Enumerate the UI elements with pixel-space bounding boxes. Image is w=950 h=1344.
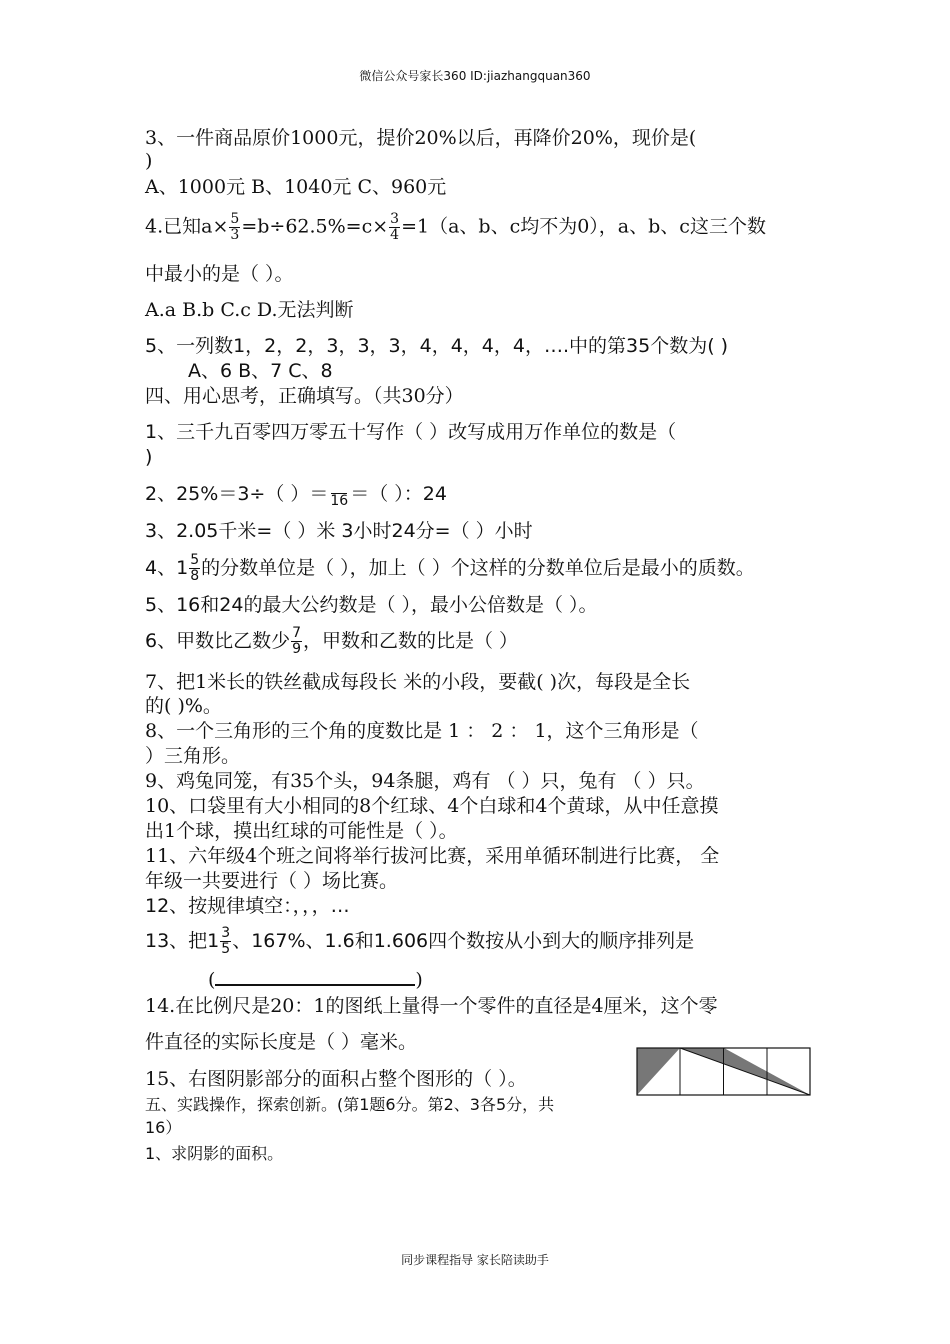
s4-q11-line2: 年级一共要进行（ ）场比赛。 <box>145 870 399 892</box>
fraction-5-3: $\frac{5}{3}$ <box>230 211 240 243</box>
section-5-title-line2: 16） <box>145 1118 182 1137</box>
s4-q1-line2: ) <box>145 446 153 468</box>
s4-q13-line1: 13、把1 $\frac{3}{5}$ 、167%、1.6和1.606四个数按从小到大的顺序排列是 <box>145 925 695 957</box>
section-4-title: 四、用心思考，正确填写。（共30分） <box>145 385 464 407</box>
answer-blank[interactable] <box>215 966 415 986</box>
s4-q9: 9、鸡兔同笼，有35个头，94条腿，鸡有 （ ）只，兔有 （ ）只。 <box>145 770 705 792</box>
s4-q8-line1: 8、一个三角形的三个角的度数比是 1 ： 2 ： 1，这个三角形是（ <box>145 720 699 742</box>
s4-q6: 6、甲数比乙数少 $\frac{7}{9}$ ，甲数和乙数的比是（ ） <box>145 625 519 657</box>
s4-q8-line2: ）三角形。 <box>145 745 241 767</box>
shaded-triangle-left <box>637 1048 680 1095</box>
s4-q10-line1: 10、口袋里有大小相同的8个红球、4个白球和4个黄球，从中任意摸 <box>145 795 719 817</box>
s4-q14-line2: 件直径的实际长度是（ ）毫米。 <box>145 1031 418 1053</box>
s4-q3: 3、2.05千米=（ ）米 3小时24分=（ ）小时 <box>145 520 533 542</box>
q4-line1: 4.已知a× $\frac{5}{3}$ =b÷62.5%=c× $\frac{3}{4}$ =1（a、b、c均不为0），a、b、c这三个数 <box>145 211 766 243</box>
fraction-5-8: $\frac{5}{8}$ <box>190 552 200 584</box>
s4-q13-answer-line: ( ) <box>208 966 423 992</box>
diagonal-line <box>680 1048 810 1095</box>
fraction-blank-16: 16 <box>329 480 349 509</box>
page-header: 微信公众号家长360 ID:jiazhangquan360 <box>359 69 591 83</box>
s4-q7-line1: 7、把1米长的铁丝截成每段长 米的小段，要截( )次，每段是全长 <box>145 671 691 693</box>
fraction-3-5: $\frac{3}{5}$ <box>221 925 231 957</box>
s4-q11-line1: 11、六年级4个班之间将举行拔河比赛，采用单循环制进行比赛， 全 <box>145 845 720 867</box>
s4-q4: 4、1 $\frac{5}{8}$ 的分数单位是（ ），加上（ ）个这样的分数单位后是最小的质数。 <box>145 552 755 584</box>
s4-q15: 15、右图阴影部分的面积占整个图形的（ ）。 <box>145 1068 527 1090</box>
fraction-7-9: $\frac{7}{9}$ <box>292 625 302 657</box>
s5-q1: 1、求阴影的面积。 <box>145 1144 284 1163</box>
q3-line2: ) <box>145 150 153 172</box>
q5-options: A、6 B、7 C、8 <box>188 360 333 382</box>
s4-q1-line1: 1、三千九百零四万零五十写作（ ）改写成用万作单位的数是（ <box>145 421 677 443</box>
s4-q7-line2: 的( )%。 <box>145 695 222 717</box>
s4-q2: 2、25%＝3÷（ ）＝ 16 ＝（ ）：24 <box>145 480 447 509</box>
s4-q14-line1: 14.在比例尺是20：1的图纸上量得一个零件的直径是4厘米，这个零 <box>145 995 718 1017</box>
page-footer: 同步课程指导 家长陪读助手 <box>401 1253 549 1267</box>
s4-q12: 12、按规律填空：，，，… <box>145 895 350 917</box>
q4-line2: 中最小的是（ ）。 <box>145 263 294 285</box>
q3-options: A、1000元 B、1040元 C、960元 <box>145 176 447 198</box>
section-5-title-line1: 五、实践操作，探索创新。(第1题6分。第2、3各5分，共 <box>145 1095 555 1114</box>
q3-line1: 3、一件商品原价1000元，提价20%以后，再降价20%，现价是( <box>145 127 697 149</box>
shaded-grid-figure <box>636 1047 812 1097</box>
fraction-3-4: $\frac{3}{4}$ <box>390 211 400 243</box>
q4-options: A.a B.b C.c D.无法判断 <box>145 299 354 321</box>
s4-q5: 5、16和24的最大公约数是（ ），最小公倍数是（ ）。 <box>145 594 598 616</box>
q5-question: 5、一列数1，2，2，3，3，3，4，4，4，4，….中的第35个数为( ) <box>145 335 729 357</box>
s4-q10-line2: 出1个球，摸出红球的可能性是（ ）。 <box>145 820 458 842</box>
